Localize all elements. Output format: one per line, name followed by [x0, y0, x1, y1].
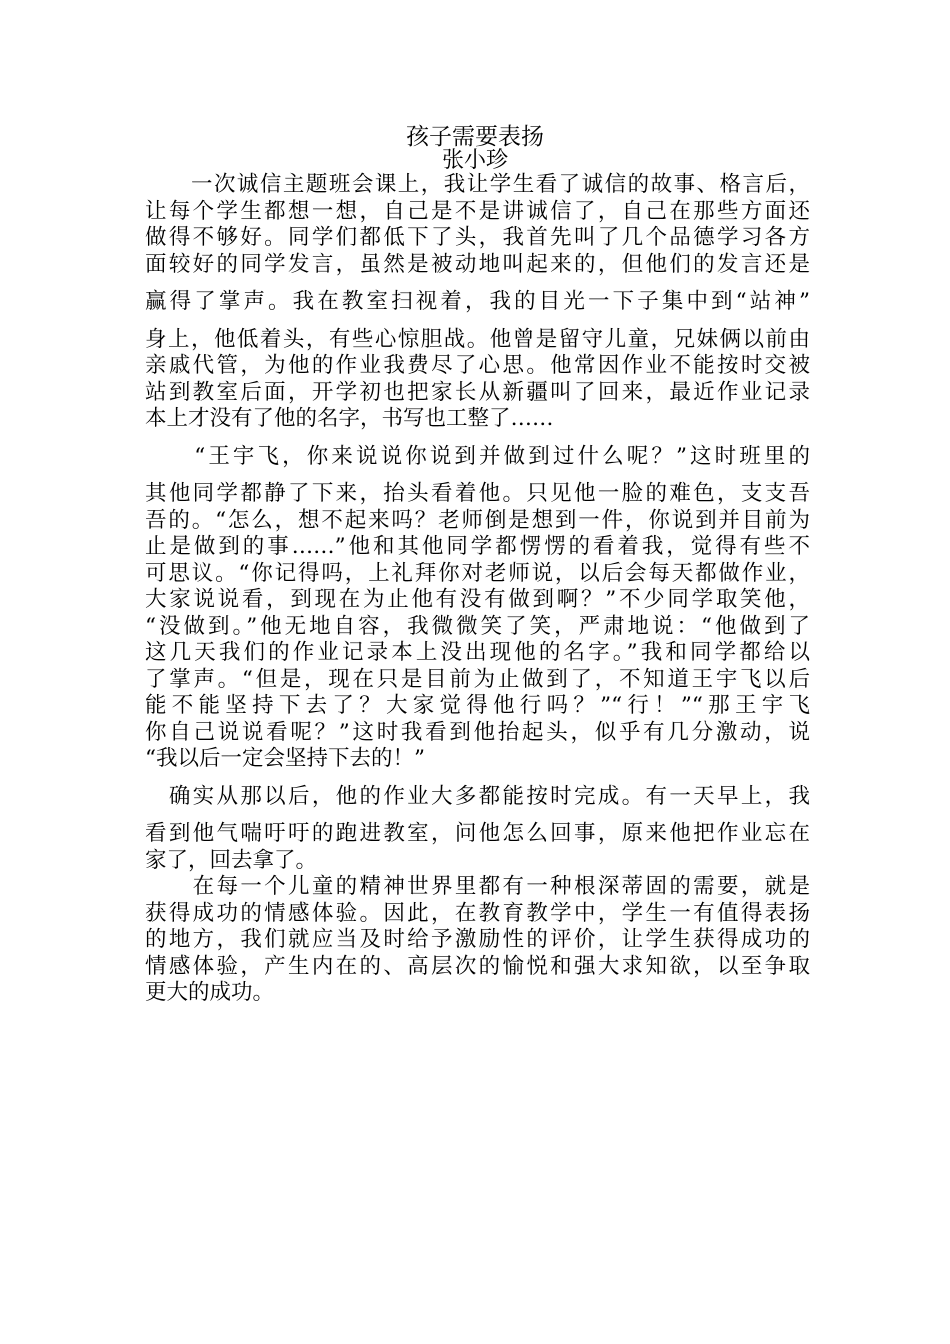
body-line: 赢得了掌声。我在教室扫视着，我的目光一下子集中到“站神” [145, 289, 810, 314]
body-line: 看到他气喘吁吁的跑进教室，问他怎么回事，原来他把作业忘在 [145, 821, 810, 846]
body-line: 本上才没有了他的名字，书写也工整了…… [145, 406, 554, 431]
body-line: 你自己说说看呢？”这时我看到他抬起头，似乎有几分激动，说 [145, 719, 810, 745]
body-line: 家了，回去拿了。 [145, 847, 318, 873]
body-line: 能不能坚持下去了？大家觉得他行吗？”“行！”“那王宇飞 [145, 693, 810, 718]
document-author: 张小珍 [441, 148, 508, 173]
body-line: 这几天我们的作业记录本上没出现他的名字。”我和同学都给以 [145, 640, 810, 665]
body-line: 亲戚代管，为他的作业我费尽了心思。他常因作业不能按时交被 [145, 353, 810, 378]
body-line: 情感体验，产生内在的、高层次的愉悦和强大求知欲，以至争取 [145, 953, 810, 979]
body-line: 确实从那以后，他的作业大多都能按时完成。有一天早上，我 [145, 783, 810, 809]
body-line: 身上，他低着头，有些心惊胆战。他曾是留守儿童，兄妹俩以前由 [145, 326, 810, 352]
document-body [145, 172, 810, 1007]
body-line: “我以后一定会坚持下去的！” [145, 746, 425, 771]
body-line: 的地方，我们就应当及时给予激励性的评价，让学生获得成功的 [145, 927, 810, 952]
body-line: 站到教室后面，开学初也把家长从新疆叫了回来，最近作业记录 [145, 379, 810, 405]
body-line: 可思议。“你记得吗，上礼拜你对老师说，以后会每天都做作业， [145, 560, 810, 586]
body-line: 获得成功的情感体验。因此，在教育教学中，学生一有值得表扬 [145, 900, 810, 926]
body-line: 在每一个儿童的精神世界里都有一种根深蒂固的需要，就是 [145, 874, 810, 899]
body-line: 一次诚信主题班会课上，我让学生看了诚信的故事、格言后， [145, 172, 810, 197]
body-line: 面较好的同学发言，虽然是被动地叫起来的，但他们的发言还是 [145, 251, 810, 277]
body-line: 更大的成功。 [145, 980, 275, 1005]
document-title: 孩子需要表扬 [406, 124, 544, 150]
body-line: “没做到。”他无地自容，我微微笑了笑，严肃地说：“他做到了 [145, 613, 810, 639]
body-line: 做得不够好。同学们都低下了头，我首先叫了几个品德学习各方 [145, 225, 810, 250]
body-line: 了掌声。“但是，现在只是目前为止做到了，不知道王宇飞以后 [145, 666, 810, 692]
body-line: 吾的。“怎么，想不起来吗？老师倒是想到一件，你说到并目前为 [145, 507, 810, 533]
body-line: “王宇飞，你来说说你说到并做到过什么呢？”这时班里的 [145, 443, 810, 469]
body-line: 其他同学都静了下来，抬头看着他。只见他一脸的难色，支支吾 [145, 481, 810, 506]
body-line: 大家说说看，到现在为止他有没有做到啊？”不少同学取笑他， [145, 587, 810, 612]
body-line: 让每个学生都想一想，自己是不是讲诚信了，自己在那些方面还 [145, 198, 810, 224]
body-line: 止是做到的事……”他和其他同学都愣愣的看着我，觉得有些不 [145, 534, 810, 559]
